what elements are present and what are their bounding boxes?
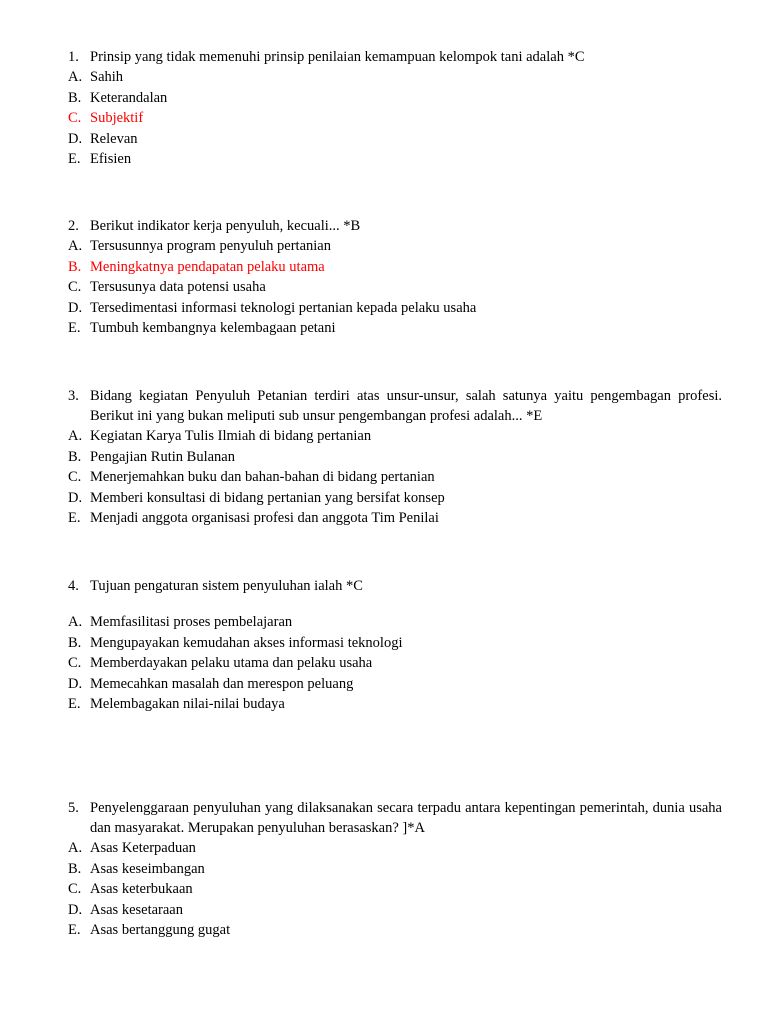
option-letter: B. [68, 89, 82, 106]
option-text: Tersusunya data potensi usaha [90, 279, 266, 295]
question-4 [68, 576, 722, 715]
option-c-highlighted [68, 108, 722, 129]
option-c [68, 277, 722, 298]
option-letter: D. [68, 901, 83, 918]
option-d [68, 129, 722, 150]
option-d [68, 298, 722, 319]
question-2-stem [68, 216, 722, 236]
option-letter: A. [68, 69, 83, 85]
option-letter: D. [68, 130, 83, 147]
question-text: Tujuan pengaturan sistem penyuluhan ialah *C [90, 578, 363, 594]
question-2 [68, 216, 722, 339]
question-5-stem [68, 798, 722, 838]
option-text: Subjektif [90, 110, 144, 126]
option-text: Tumbuh kembangnya kelembagaan petani [90, 320, 336, 336]
option-letter: E. [68, 151, 81, 167]
option-text: Meningkatnya pendapatan pelaku utama [90, 258, 325, 275]
option-letter: C. [68, 110, 82, 126]
option-text: Memberdayakan pelaku utama dan pelaku usaha [90, 655, 373, 671]
option-e [68, 920, 722, 941]
option-letter: A. [68, 840, 83, 856]
option-letter: B. [68, 634, 82, 651]
option-text: Asas keseimbangan [90, 860, 205, 877]
option-text: Asas kesetaraan [90, 901, 183, 918]
option-text: Tersedimentasi informasi teknologi pertanian kepada pelaku usaha [90, 299, 477, 316]
option-text: Melembagakan nilai-nilai budaya [90, 696, 285, 712]
option-list [68, 67, 722, 170]
option-text: Asas keterbukaan [90, 881, 193, 897]
option-list [68, 426, 722, 529]
option-b-highlighted [68, 257, 722, 278]
option-e [68, 149, 722, 170]
option-a [68, 236, 722, 257]
question-text: Penyelenggaraan penyuluhan yang dilaksanakan secara terpadu antara kepentingan pemerintah, dunia usaha dan masyarakat. Merupakan penyuluhan berasaskan? ]*A [90, 800, 722, 836]
option-letter: E. [68, 510, 81, 526]
option-letter: E. [68, 922, 81, 938]
option-text: Memecahkan masalah dan merespon peluang [90, 675, 354, 692]
option-c [68, 653, 722, 674]
option-text: Tersusunnya program penyuluh pertanian [90, 238, 331, 254]
question-3-stem [68, 386, 722, 426]
option-letter: C. [68, 279, 82, 295]
option-letter: C. [68, 469, 82, 485]
option-text: Asas Keterpaduan [90, 840, 196, 856]
question-text: Bidang kegiatan Penyuluh Petanian terdiri atas unsur-unsur, salah satunya yaitu pengembagan profesi. Berikut ini yang bukan meliputi sub unsur pengembangan profesi adalah... *E [90, 388, 722, 424]
option-e [68, 318, 722, 339]
option-b [68, 88, 722, 109]
option-letter: B. [68, 448, 82, 465]
option-letter: E. [68, 696, 81, 712]
option-d [68, 488, 722, 509]
option-text: Efisien [90, 151, 132, 167]
option-list [68, 236, 722, 339]
option-text: Relevan [90, 130, 138, 147]
option-text: Keterandalan [90, 89, 168, 106]
question-5 [68, 798, 722, 941]
option-b [68, 633, 722, 654]
question-number: 3. [68, 388, 79, 404]
option-a [68, 612, 722, 633]
option-a [68, 426, 722, 447]
option-letter: D. [68, 675, 83, 692]
option-letter: D. [68, 489, 83, 506]
option-c [68, 467, 722, 488]
option-c [68, 879, 722, 900]
option-d [68, 674, 722, 695]
option-text: Mengupayakan kemudahan akses informasi teknologi [90, 634, 403, 651]
option-list [68, 612, 722, 715]
option-text: Memfasilitasi proses pembelajaran [90, 614, 293, 630]
option-letter: B. [68, 860, 82, 877]
option-text: Memberi konsultasi di bidang pertanian yang bersifat konsep [90, 489, 445, 506]
option-text: Kegiatan Karya Tulis Ilmiah di bidang pertanian [90, 428, 372, 444]
option-e [68, 694, 722, 715]
question-number: 5. [68, 800, 79, 816]
question-1 [68, 47, 722, 170]
question-number: 4. [68, 578, 79, 594]
option-letter: A. [68, 614, 83, 630]
option-d [68, 900, 722, 921]
option-letter: A. [68, 428, 83, 444]
option-e [68, 508, 722, 529]
option-list [68, 838, 722, 941]
option-letter: C. [68, 655, 82, 671]
question-number: 1. [68, 49, 79, 65]
option-letter: D. [68, 299, 83, 316]
option-a [68, 838, 722, 859]
option-text: Menerjemahkan buku dan bahan-bahan di bidang pertanian [90, 469, 435, 485]
option-letter: E. [68, 320, 81, 336]
question-text: Prinsip yang tidak memenuhi prinsip penilaian kemampuan kelompok tani adalah *C [90, 49, 585, 65]
question-1-stem [68, 47, 722, 67]
option-b [68, 447, 722, 468]
question-number: 2. [68, 218, 79, 234]
question-3 [68, 386, 722, 529]
option-text: Asas bertanggung gugat [90, 922, 231, 938]
option-text: Sahih [90, 69, 124, 85]
option-a [68, 67, 722, 88]
question-4-stem [68, 576, 722, 596]
option-text: Menjadi anggota organisasi profesi dan anggota Tim Penilai [90, 510, 439, 526]
option-letter: B. [68, 258, 82, 275]
option-text: Pengajian Rutin Bulanan [90, 448, 235, 465]
option-letter: A. [68, 238, 83, 254]
question-text: Berikut indikator kerja penyuluh, kecuali... *B [90, 218, 361, 234]
option-b [68, 859, 722, 880]
option-letter: C. [68, 881, 82, 897]
